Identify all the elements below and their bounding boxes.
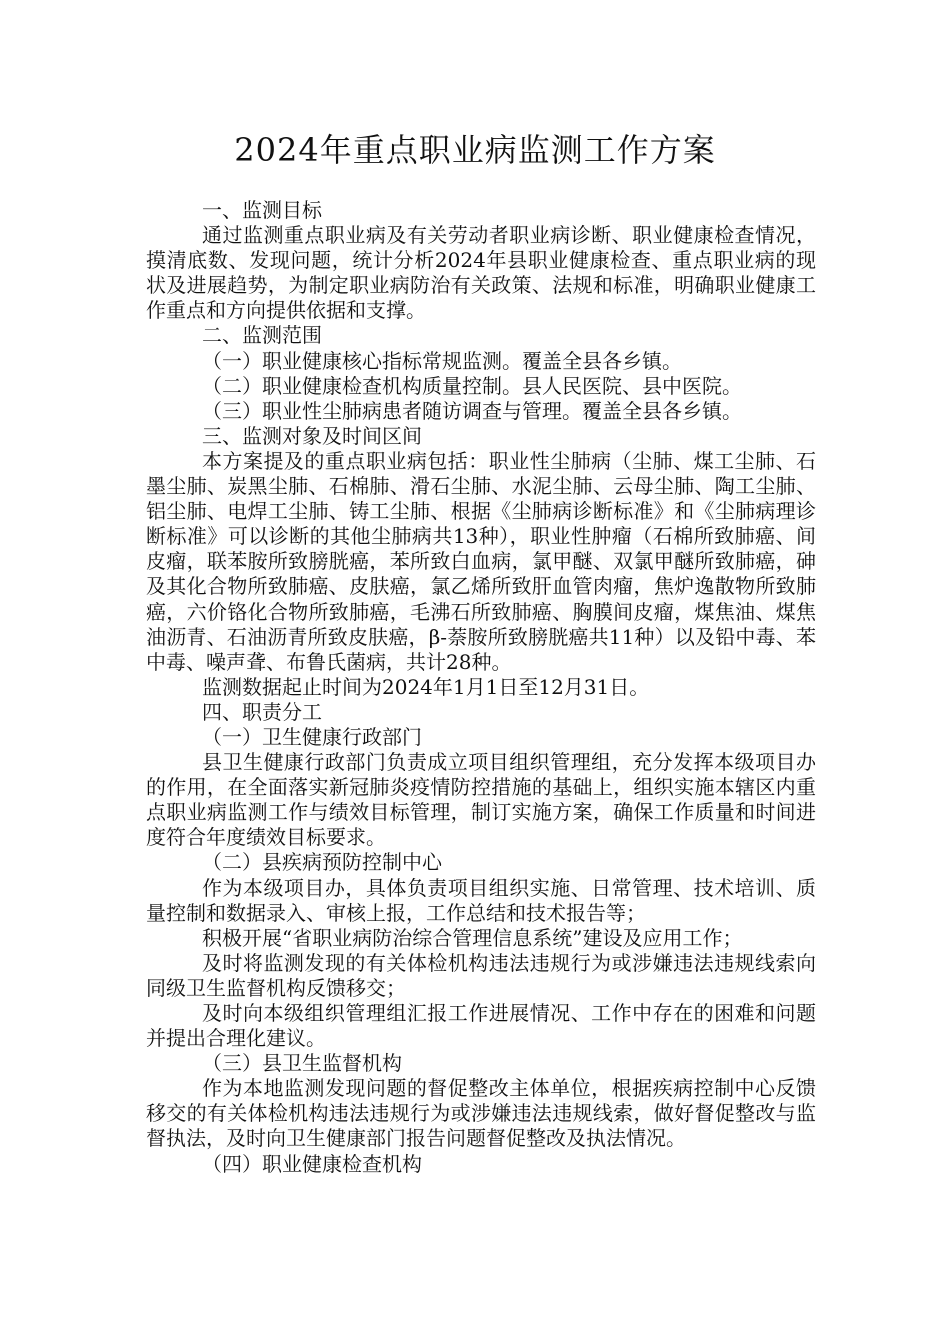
section-heading: 三、监测对象及时间区间	[202, 423, 422, 448]
body-paragraph: 作为本级项目办，具体负责项目组织实施、日常管理、技术培训、质量控制和数据录入、审核上报，工作总结和技术报告等；	[146, 875, 816, 925]
body-paragraph: 通过监测重点职业病及有关劳动者职业病诊断、职业健康检查情况，摸清底数、发现问题，统计分析2024年县职业健康检查、重点职业病的现状及进展趋势，为制定职业病防治有关政策、法规和标准，明确职业健康工作重点和方向提供依据和支撑。	[146, 223, 816, 323]
subsection-heading: （二）职业健康检查机构质量控制。县人民医院、县中医院。	[202, 373, 742, 398]
body-paragraph: 积极开展“省职业病防治综合管理信息系统”建设及应用工作；	[202, 925, 743, 950]
subsection-heading: （二）县疾病预防控制中心	[202, 850, 442, 875]
body-paragraph: 及时向本级组织管理组汇报工作进展情况、工作中存在的困难和问题并提出合理化建议。	[146, 1001, 816, 1051]
section-heading: 二、监测范围	[202, 323, 322, 348]
document-title: 2024年重点职业病监测工作方案	[234, 131, 716, 169]
subsection-heading: （一）卫生健康行政部门	[202, 724, 422, 749]
subsection-heading: （四）职业健康检查机构	[202, 1151, 422, 1176]
body-paragraph: 及时将监测发现的有关体检机构违法违规行为或涉嫌违法违规线索向同级卫生监督机构反馈移交；	[146, 950, 816, 1000]
body-paragraph: 监测数据起止时间为2024年1月1日至12月31日。	[202, 674, 650, 699]
subsection-heading: （一）职业健康核心指标常规监测。覆盖全县各乡镇。	[202, 348, 682, 373]
subsection-heading: （三）县卫生监督机构	[202, 1051, 402, 1076]
body-paragraph: 作为本地监测发现问题的督促整改主体单位，根据疾病控制中心反馈移交的有关体检机构违法违规行为或涉嫌违法违规线索，做好督促整改与监督执法，及时向卫生健康部门报告问题督促整改及执法情况。	[146, 1076, 816, 1151]
subsection-heading: （三）职业性尘肺病患者随访调查与管理。覆盖全县各乡镇。	[202, 398, 742, 423]
section-heading: 一、监测目标	[202, 198, 322, 222]
body-paragraph: 县卫生健康行政部门负责成立项目组织管理组，充分发挥本级项目办的作用，在全面落实新冠肺炎疫情防控措施的基础上，组织实施本辖区内重点职业病监测工作与绩效目标管理，制订实施方案，确保工作质量和时间进度符合年度绩效目标要求。	[146, 750, 816, 850]
body-paragraph: 本方案提及的重点职业病包括：职业性尘肺病（尘肺、煤工尘肺、石墨尘肺、炭黑尘肺、石棉肺、滑石尘肺、水泥尘肺、云母尘肺、陶工尘肺、铝尘肺、电焊工尘肺、铸工尘肺、根据《尘肺病诊断标准》和《尘肺病理诊断标准》可以诊断的其他尘肺病共13种），职业性肿瘤（石棉所致肺癌、间皮瘤，联苯胺所致膀胱癌，苯所致白血病，氯甲醚、双氯甲醚所致肺癌，砷及其化合物所致肺癌、皮肤癌，氯乙烯所致肝血管肉瘤，焦炉逸散物所致肺癌，六价铬化合物所致肺癌，毛沸石所致肺癌、胸膜间皮瘤，煤焦油、煤焦油沥青、石油沥青所致皮肤癌，β-萘胺所致膀胱癌共11种）以及铅中毒、苯中毒、噪声聋、布鲁氏菌病，共计28种。	[146, 448, 816, 674]
section-heading: 四、职责分工	[202, 699, 322, 724]
document-body	[146, 198, 816, 1177]
